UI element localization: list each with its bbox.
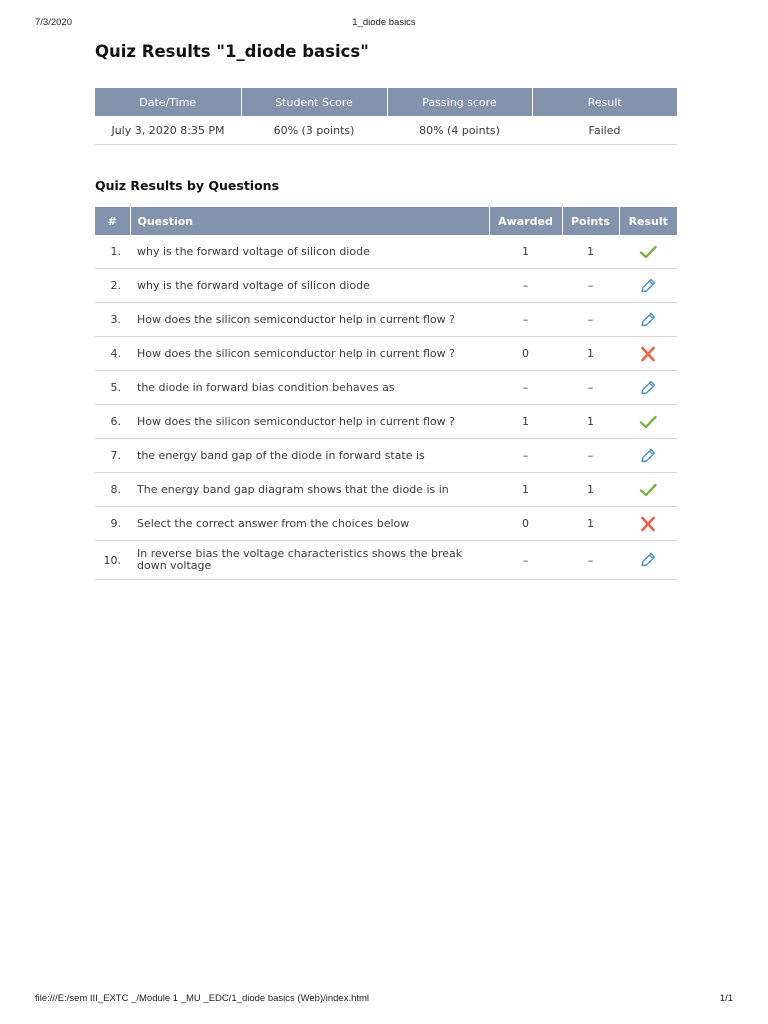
summary-row	[95, 116, 677, 145]
table-row	[95, 269, 677, 303]
points-value: 1	[562, 235, 619, 269]
question-number: 6.	[95, 405, 130, 439]
awarded-value: 1	[489, 473, 562, 507]
questions-table	[95, 207, 677, 580]
header-points: Points	[562, 207, 619, 235]
table-row	[95, 439, 677, 473]
question-number: 3.	[95, 303, 130, 337]
question-number: 10.	[95, 541, 130, 580]
header-number: #	[95, 207, 130, 235]
questions-header-row	[95, 207, 677, 235]
awarded-value: –	[489, 439, 562, 473]
summary-result: Failed	[532, 116, 677, 145]
question-number: 5.	[95, 371, 130, 405]
questions-section-title: Quiz Results by Questions	[95, 178, 280, 193]
question-number: 1.	[95, 235, 130, 269]
question-text: the diode in forward bias condition behaves as	[130, 371, 489, 405]
page-title: Quiz Results "1_diode basics"	[95, 42, 369, 61]
question-text: How does the silicon semiconductor help in current flow ?	[130, 303, 489, 337]
question-number: 7.	[95, 439, 130, 473]
question-text: Select the correct answer from the choices below	[130, 507, 489, 541]
table-row	[95, 235, 677, 269]
table-row	[95, 371, 677, 405]
awarded-value: 0	[489, 337, 562, 371]
print-footer	[35, 993, 733, 1007]
header-question: Question	[130, 207, 489, 235]
summary-passing-score: 80% (4 points)	[387, 116, 532, 145]
points-value: –	[562, 541, 619, 580]
summary-header-row	[95, 88, 677, 116]
pencil-icon	[638, 311, 658, 329]
result-cell	[619, 269, 677, 303]
points-value: 1	[562, 473, 619, 507]
pencil-icon	[638, 277, 658, 295]
result-cell	[619, 439, 677, 473]
table-row	[95, 507, 677, 541]
print-title: 1_diode basics	[352, 17, 416, 28]
print-header	[35, 17, 733, 31]
quiz-results-content	[95, 40, 677, 580]
result-cell	[619, 235, 677, 269]
header-passing-score: Passing score	[387, 88, 532, 116]
points-value: –	[562, 439, 619, 473]
print-page-number: 1/1	[719, 993, 733, 1004]
header-awarded: Awarded	[489, 207, 562, 235]
points-value: –	[562, 303, 619, 337]
header-student-score: Student Score	[241, 88, 387, 116]
points-value: 1	[562, 337, 619, 371]
print-date: 7/3/2020	[35, 17, 72, 28]
table-row	[95, 303, 677, 337]
question-text: why is the forward voltage of silicon diode	[130, 235, 489, 269]
table-row	[95, 541, 677, 580]
header-date-time: Date/Time	[95, 88, 241, 116]
question-text: the energy band gap of the diode in forward state is	[130, 439, 489, 473]
question-number: 2.	[95, 269, 130, 303]
awarded-value: –	[489, 541, 562, 580]
result-cell	[619, 371, 677, 405]
points-value: –	[562, 371, 619, 405]
table-row	[95, 473, 677, 507]
result-cell	[619, 337, 677, 371]
pencil-icon	[638, 379, 658, 397]
question-number: 8.	[95, 473, 130, 507]
question-text: The energy band gap diagram shows that the diode is in	[130, 473, 489, 507]
question-number: 9.	[95, 507, 130, 541]
summary-date-time: July 3, 2020 8:35 PM	[95, 116, 241, 145]
cross-icon	[638, 515, 658, 533]
check-icon	[638, 413, 658, 431]
print-file-path: file:///E:/sem III_EXTC _/Module 1 _MU _EDC/1_diode basics (Web)/index.html	[35, 993, 370, 1004]
question-rows	[95, 235, 677, 580]
question-text: why is the forward voltage of silicon diode	[130, 269, 489, 303]
result-cell	[619, 473, 677, 507]
question-text: How does the silicon semiconductor help in current flow ?	[130, 337, 489, 371]
summary-student-score: 60% (3 points)	[241, 116, 387, 145]
cross-icon	[638, 345, 658, 363]
header-result: Result	[532, 88, 677, 116]
result-cell	[619, 303, 677, 337]
awarded-value: –	[489, 303, 562, 337]
awarded-value: –	[489, 269, 562, 303]
header-result: Result	[619, 207, 677, 235]
points-value: –	[562, 269, 619, 303]
question-text: How does the silicon semiconductor help in current flow ?	[130, 405, 489, 439]
result-cell	[619, 405, 677, 439]
table-row	[95, 405, 677, 439]
question-number: 4.	[95, 337, 130, 371]
awarded-value: 0	[489, 507, 562, 541]
result-cell	[619, 541, 677, 580]
pencil-icon	[638, 551, 658, 569]
points-value: 1	[562, 507, 619, 541]
table-row	[95, 337, 677, 371]
awarded-value: 1	[489, 235, 562, 269]
pencil-icon	[638, 447, 658, 465]
result-cell	[619, 507, 677, 541]
question-text: In reverse bias the voltage characteristics shows the break down voltage	[130, 541, 489, 580]
points-value: 1	[562, 405, 619, 439]
summary-table	[95, 88, 677, 145]
check-icon	[638, 243, 658, 261]
awarded-value: –	[489, 371, 562, 405]
awarded-value: 1	[489, 405, 562, 439]
check-icon	[638, 481, 658, 499]
